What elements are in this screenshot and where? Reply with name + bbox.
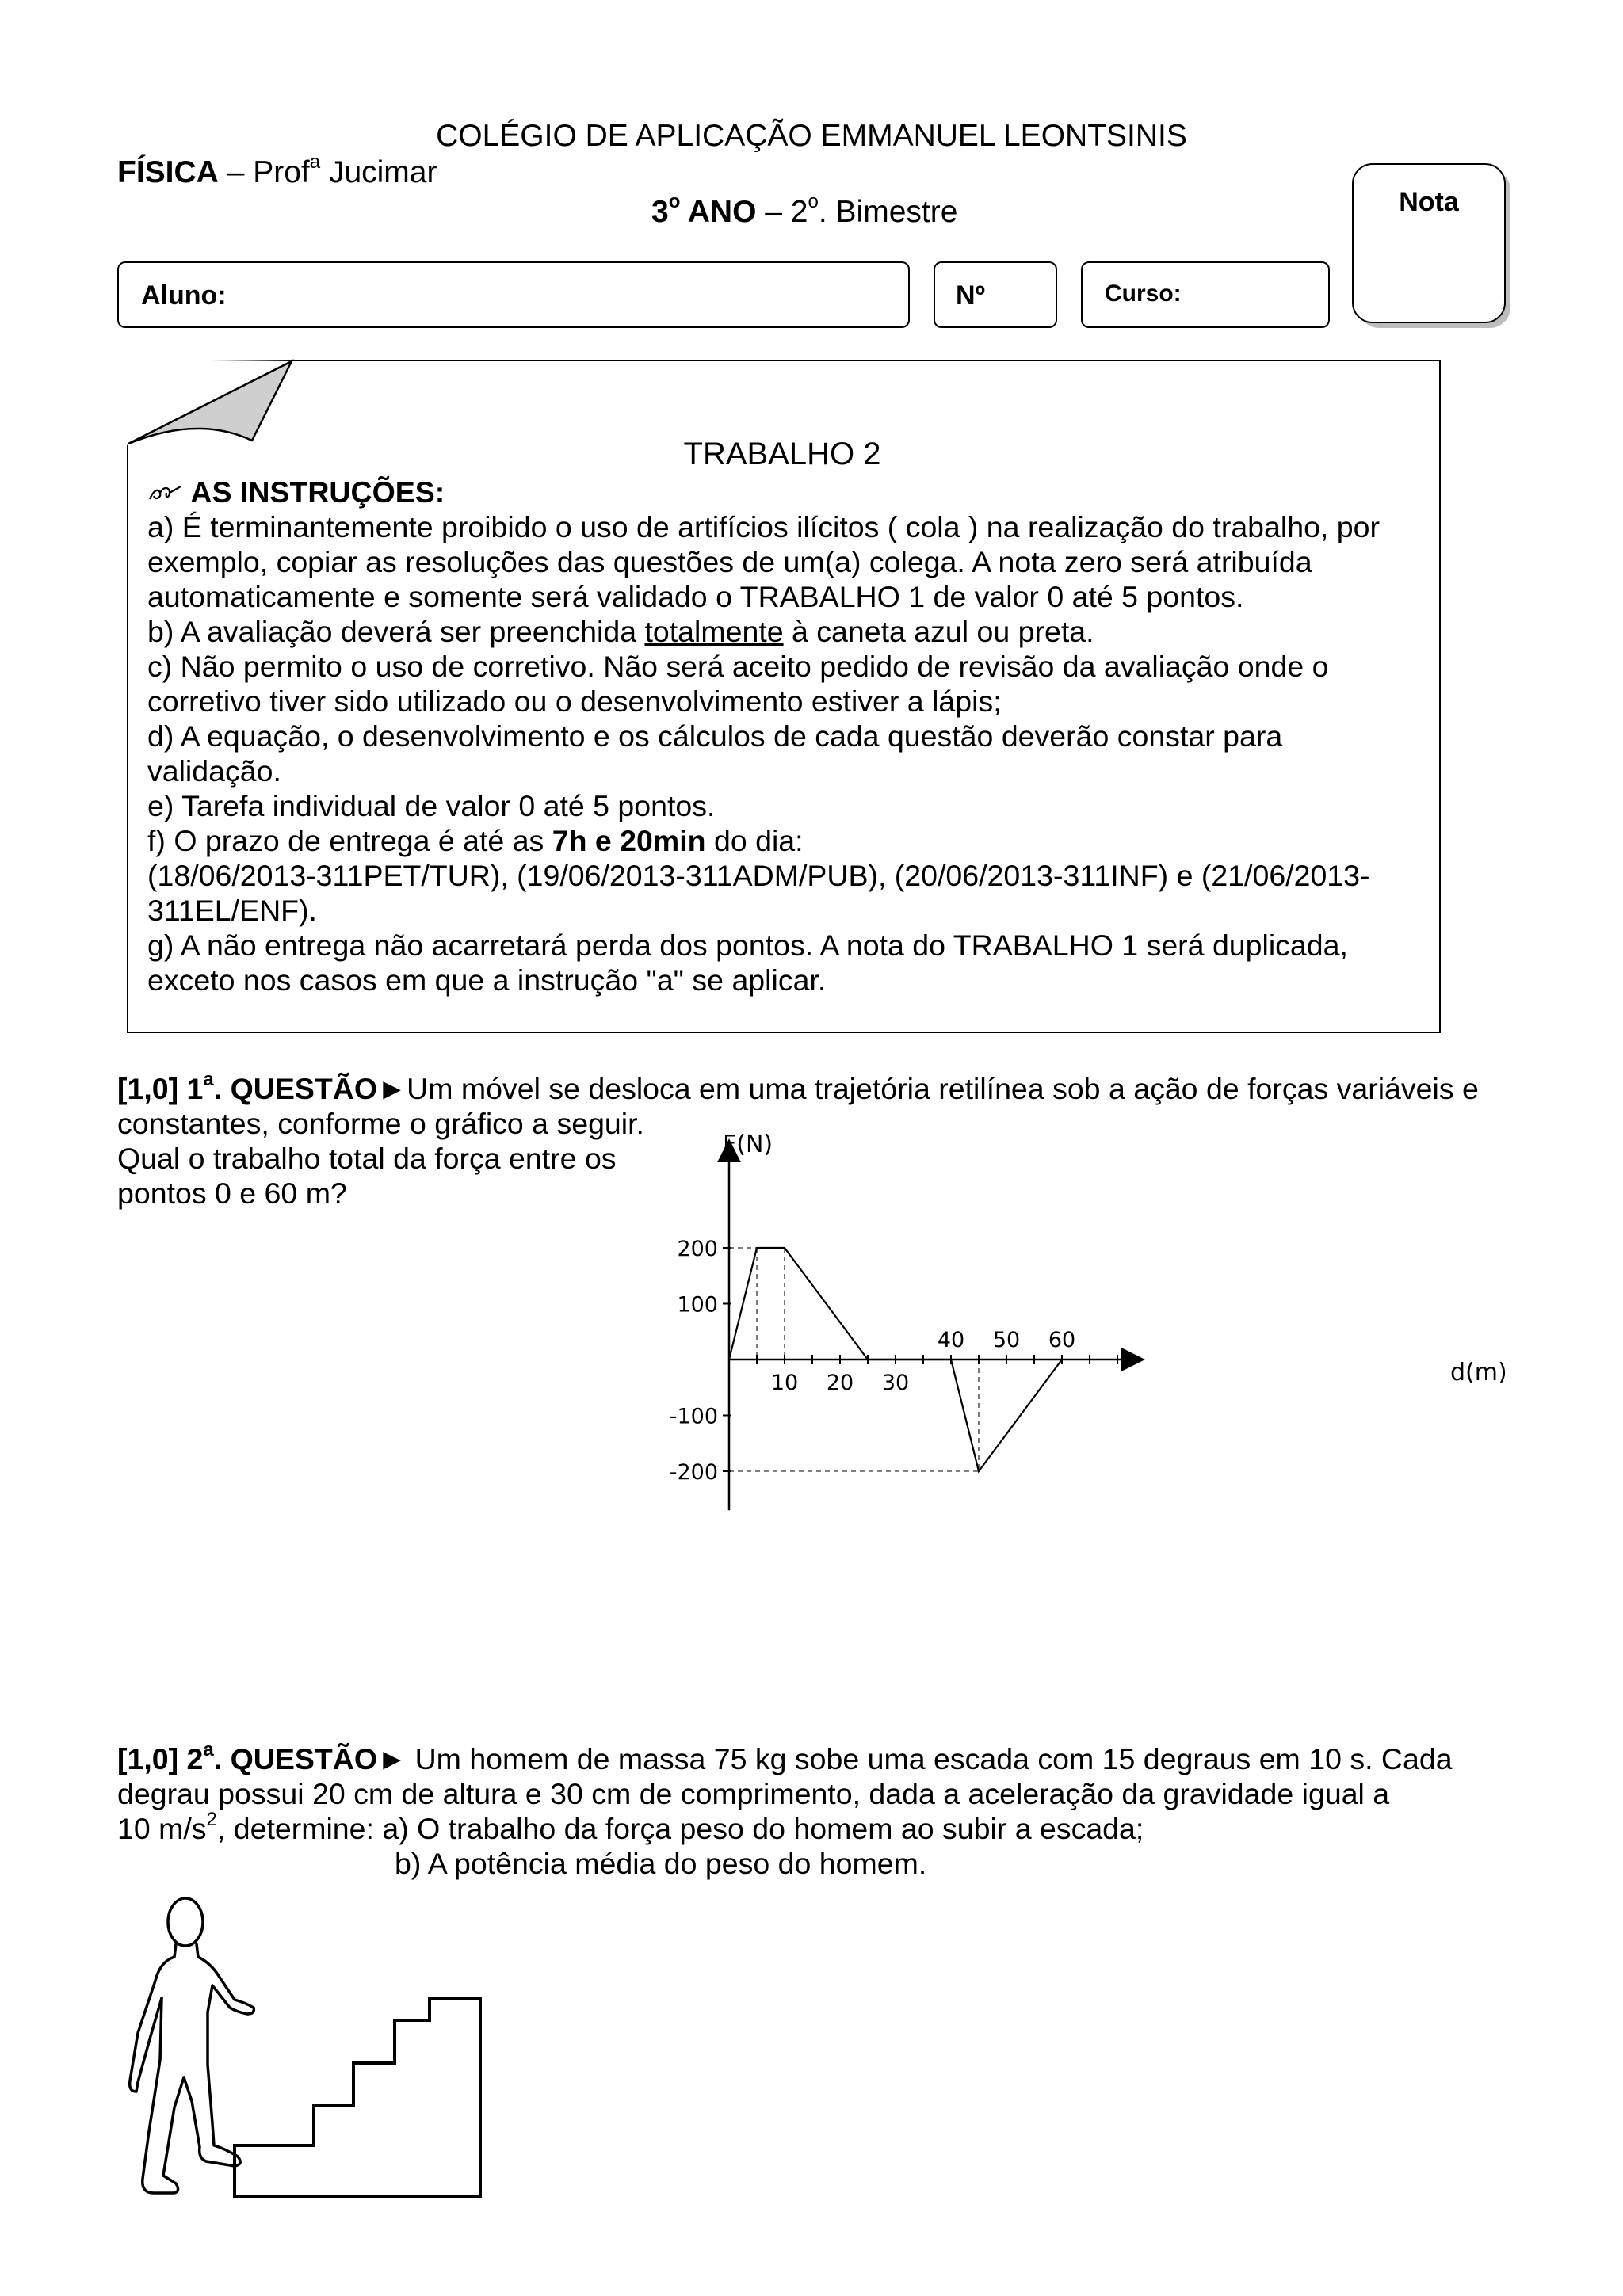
student-field[interactable] — [117, 261, 910, 328]
instruction-a-1: a) É terminantemente proibido o uso de artifícios ilícitos ( cola ) na realização do trabalho, por — [147, 510, 1380, 543]
question-1-line-2: constantes, conforme o gráfico a seguir. — [117, 1107, 644, 1140]
q2-text-3-post: , determine: a) O trabalho da força peso do homem ao subir a escada; — [216, 1812, 1144, 1845]
y-tick-label: 200 — [677, 1237, 718, 1261]
q2-arrow-icon: ► — [377, 1742, 407, 1775]
instruction-b — [147, 615, 1094, 650]
instructions-heading-text: AS INSTRUÇÕES: — [190, 475, 445, 509]
x-tick-label: 30 — [881, 1371, 910, 1395]
subject-teacher — [117, 151, 437, 190]
q1-ord: a — [203, 1068, 214, 1090]
q2-ord: a — [203, 1738, 214, 1760]
instruction-b-post: à caneta azul ou preta. — [783, 615, 1094, 648]
teacher-sup: a — [309, 151, 321, 173]
course-field[interactable] — [1081, 261, 1330, 328]
teacher-name: Jucimar — [320, 155, 437, 189]
subject-name: FÍSICA — [117, 155, 219, 189]
instruction-c-2: corretivo tiver sido utilizado ou o desenvolvimento estiver a lápis; — [147, 685, 1002, 718]
y-tick-label: -100 — [669, 1404, 718, 1429]
instruction-g-2: exceto nos casos em que a instrução "a" se aplicar. — [147, 963, 827, 997]
student-label: Aluno: — [141, 280, 227, 311]
x-tick-label: 10 — [770, 1371, 799, 1395]
instruction-g-1: g) A não entrega não acarretará perda dos pontos. A nota do TRABALHO 1 será duplicada, — [147, 929, 1348, 962]
x-tick-label: 50 — [992, 1328, 1021, 1352]
q1-score: [1,0] 1 — [117, 1072, 204, 1105]
year-number: 3 — [651, 195, 669, 229]
staircase-icon — [235, 1998, 480, 2196]
year-label: ANO — [687, 195, 757, 229]
instruction-a-3: automaticamente e somente será validado o TRABALHO 1 de valor 0 até 5 pontos. — [147, 580, 1244, 613]
x-tick-label: 60 — [1048, 1328, 1076, 1352]
q2-label: . QUESTÃO — [213, 1742, 378, 1775]
y-axis-label: F(N) — [723, 1131, 773, 1158]
man-climbing-stairs-illustration — [119, 1894, 499, 2210]
grade-label: Nota — [1399, 187, 1459, 217]
question-2-line-2: degrau possui 20 cm de altura e 30 cm de comprimento, dada a aceleração da gravidade igual a — [117, 1777, 1390, 1810]
q1-label: . QUESTÃO — [213, 1072, 378, 1105]
y-tick-label: 100 — [677, 1292, 718, 1318]
instruction-a-2: exemplo, copiar as resoluções das questões de um(a) colega. A nota zero será atribuída — [147, 545, 1312, 578]
work-title: TRABALHO 2 — [683, 437, 881, 471]
bimester-label: . Bimestre — [818, 195, 958, 229]
bimester-prefix: – 2 — [765, 195, 808, 229]
instruction-f-bold: 7h e 20min — [552, 824, 706, 857]
number-field[interactable] — [934, 261, 1057, 328]
instruction-f-pre: f) O prazo de entrega é até as — [147, 824, 552, 857]
year-bimester — [651, 191, 958, 230]
q1-arrow-icon: ► — [377, 1072, 407, 1105]
instruction-f-post: do dia: — [705, 824, 804, 857]
question-2-line-3 — [117, 1808, 1144, 1847]
number-label: Nº — [956, 280, 985, 311]
question-1-line-4: pontos 0 e 60 m? — [117, 1177, 347, 1210]
bimester-sup: o — [808, 191, 819, 212]
x-axis-label: d(m) — [1450, 1359, 1507, 1386]
y-tick-label: -200 — [669, 1460, 718, 1485]
instruction-e: e) Tarefa individual de valor 0 até 5 pontos. — [147, 789, 716, 822]
q2-text-3-sup: 2 — [206, 1808, 217, 1830]
instruction-f-1 — [147, 824, 804, 859]
grade-box[interactable] — [1352, 163, 1506, 323]
question-2-line-1 — [117, 1738, 1453, 1777]
force-displacement-chart — [669, 1125, 1522, 1489]
chart-tick-labels — [670, 1237, 1075, 1485]
question-1-line-3: Qual o trabalho total da força entre os — [117, 1142, 617, 1175]
instructions-heading — [147, 475, 445, 510]
year-sup: o — [668, 191, 681, 212]
instruction-b-underlined: totalmente — [644, 615, 784, 648]
question-2-line-4: b) A potência média do peso do homem. — [395, 1847, 927, 1880]
question-1-line-1 — [117, 1068, 1479, 1107]
instruction-f-2: (18/06/2013-311PET/TUR), (19/06/2013-311ADM/PUB), (20/06/2013-311INF) e (21/06/2013- — [147, 859, 1370, 892]
q2-score: [1,0] 2 — [117, 1742, 204, 1775]
instruction-c-1: c) Não permito o uso de corretivo. Não será aceito pedido de revisão da avaliação onde o — [147, 650, 1329, 683]
q1-text-1: Um móvel se desloca em uma trajetória retilínea sob a ação de forças variáveis e — [407, 1072, 1479, 1105]
instruction-d-1: d) A equação, o desenvolvimento e os cálculos de cada questão deverão constar para — [147, 719, 1283, 753]
instruction-f-3: 311EL/ENF). — [147, 894, 317, 927]
instruction-d-2: validação. — [147, 754, 281, 788]
teacher-prefix: – Prof — [227, 155, 310, 189]
q2-text-3-pre: 10 m/s — [117, 1812, 207, 1845]
school-name: COLÉGIO DE APLICAÇÃO EMMANUEL LEONTSINIS — [436, 119, 1187, 153]
x-tick-label: 20 — [826, 1371, 854, 1395]
course-label: Curso: — [1105, 280, 1182, 307]
q2-text-1: Um homem de massa 75 kg sobe uma escada com 15 degraus em 10 s. Cada — [407, 1742, 1453, 1775]
instruction-b-pre: b) A avaliação deverá ser preenchida — [147, 615, 645, 648]
x-tick-label: 40 — [937, 1328, 965, 1352]
writing-hand-icon — [147, 483, 182, 504]
